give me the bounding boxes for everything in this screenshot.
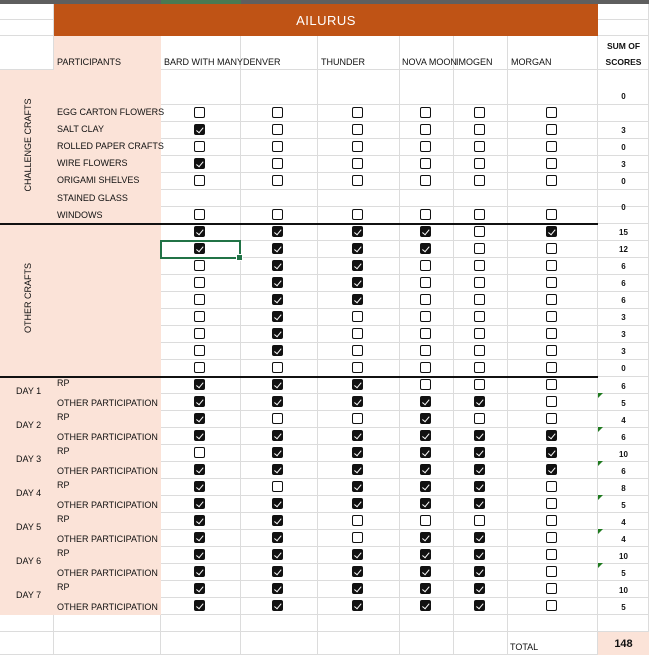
grid-cell[interactable] — [241, 70, 318, 105]
challenge-craft-label: SALT CLAY — [57, 124, 105, 134]
grid-cell[interactable] — [0, 615, 54, 632]
sum-value: 5 — [621, 501, 626, 510]
grid-cell[interactable] — [598, 105, 649, 122]
checkbox[interactable] — [194, 141, 205, 152]
checkbox[interactable] — [352, 430, 363, 441]
checkbox[interactable] — [272, 175, 283, 186]
checkbox[interactable] — [352, 209, 363, 220]
sum-value: 0 — [621, 203, 626, 212]
day-label: DAY 4 — [16, 488, 42, 498]
checkbox[interactable] — [474, 447, 485, 458]
checkbox[interactable] — [272, 379, 283, 390]
checkbox[interactable] — [420, 158, 431, 169]
checkbox[interactable] — [474, 362, 485, 373]
checkbox[interactable] — [272, 549, 283, 560]
checkbox[interactable] — [420, 396, 431, 407]
checkbox[interactable] — [272, 124, 283, 135]
grid-cell[interactable] — [400, 632, 454, 655]
grid-cell[interactable] — [318, 615, 400, 632]
checkbox[interactable] — [194, 328, 205, 339]
checkbox[interactable] — [194, 294, 205, 305]
checkbox[interactable] — [194, 549, 205, 560]
checkbox[interactable] — [420, 447, 431, 458]
day-row-label: RP — [57, 514, 70, 524]
grid-cell[interactable] — [508, 190, 598, 207]
checkbox[interactable] — [194, 209, 205, 220]
day-row-label: RP — [57, 480, 70, 490]
checkbox[interactable] — [194, 515, 205, 526]
checkbox[interactable] — [272, 141, 283, 152]
checkbox[interactable] — [546, 328, 557, 339]
sum-value: 3 — [621, 330, 626, 339]
checkbox[interactable] — [352, 124, 363, 135]
checkbox[interactable] — [352, 175, 363, 186]
grid-cell[interactable] — [54, 615, 161, 632]
checkbox[interactable] — [194, 175, 205, 186]
checkbox[interactable] — [272, 260, 283, 271]
checkbox[interactable] — [352, 515, 363, 526]
selected-cell[interactable] — [160, 240, 241, 259]
grid-cell[interactable] — [400, 190, 454, 207]
section-label-challenge-crafts: CHALLENGE CRAFTS — [23, 98, 33, 192]
checkbox[interactable] — [546, 464, 557, 475]
checkbox[interactable] — [474, 532, 485, 543]
checkbox[interactable] — [272, 396, 283, 407]
day-row-label: OTHER PARTICIPATION — [57, 602, 158, 612]
sheet-title: AILURUS — [54, 4, 598, 36]
grid-cell[interactable] — [400, 615, 454, 632]
checkbox[interactable] — [420, 141, 431, 152]
grid-cell[interactable] — [508, 615, 598, 632]
checkbox[interactable] — [546, 294, 557, 305]
checkbox[interactable] — [352, 328, 363, 339]
grid-cell[interactable] — [598, 615, 649, 632]
checkbox[interactable] — [272, 413, 283, 424]
day-row-label: OTHER PARTICIPATION — [57, 500, 158, 510]
challenge-craft-label: STAINED GLASS — [57, 193, 128, 203]
checkbox[interactable] — [474, 549, 485, 560]
checkbox[interactable] — [420, 583, 431, 594]
checkbox[interactable] — [194, 532, 205, 543]
checkbox[interactable] — [474, 107, 485, 118]
grid-cell[interactable] — [454, 190, 508, 207]
checkbox[interactable] — [474, 379, 485, 390]
participant-header: DENVER — [243, 57, 281, 67]
checkbox[interactable] — [420, 549, 431, 560]
checkbox[interactable] — [272, 532, 283, 543]
grid-cell[interactable] — [454, 632, 508, 655]
checkbox[interactable] — [546, 583, 557, 594]
sum-value: 4 — [621, 518, 626, 527]
checkbox[interactable] — [352, 532, 363, 543]
checkbox[interactable] — [194, 583, 205, 594]
sum-value: 10 — [619, 586, 628, 595]
sum-value: 6 — [621, 467, 626, 476]
checkbox[interactable] — [352, 141, 363, 152]
checkbox[interactable] — [474, 600, 485, 611]
checkbox[interactable] — [194, 158, 205, 169]
checkbox[interactable] — [352, 600, 363, 611]
checkbox[interactable] — [474, 481, 485, 492]
checkbox[interactable] — [352, 260, 363, 271]
checkbox[interactable] — [352, 362, 363, 373]
checkbox[interactable] — [194, 447, 205, 458]
sum-value: 6 — [621, 296, 626, 305]
grid-cell[interactable] — [241, 615, 318, 632]
checkbox[interactable] — [546, 396, 557, 407]
checkbox[interactable] — [546, 498, 557, 509]
checkbox[interactable] — [546, 277, 557, 288]
checkbox[interactable] — [272, 447, 283, 458]
checkbox[interactable] — [272, 243, 283, 254]
sum-value: 0 — [621, 177, 626, 186]
checkbox[interactable] — [474, 260, 485, 271]
checkbox[interactable] — [352, 158, 363, 169]
checkbox[interactable] — [546, 243, 557, 254]
day-row-label: OTHER PARTICIPATION — [57, 466, 158, 476]
challenge-craft-label: ROLLED PAPER CRAFTS — [57, 141, 164, 151]
checkbox[interactable] — [420, 498, 431, 509]
sum-value: 4 — [621, 535, 626, 544]
grid-cell[interactable] — [318, 632, 400, 655]
checkbox[interactable] — [474, 328, 485, 339]
checkbox[interactable] — [352, 277, 363, 288]
challenge-craft-label: WIRE FLOWERS — [57, 158, 128, 168]
checkbox[interactable] — [546, 413, 557, 424]
sum-value: 5 — [621, 569, 626, 578]
day-row-label: RP — [57, 548, 70, 558]
checkbox[interactable] — [420, 430, 431, 441]
day-label: DAY 7 — [16, 590, 42, 600]
grid-cell[interactable] — [598, 20, 649, 36]
checkbox[interactable] — [546, 379, 557, 390]
comment-indicator-icon — [598, 461, 603, 466]
comment-indicator-icon — [598, 393, 603, 398]
checkbox[interactable] — [420, 311, 431, 322]
day-label: DAY 1 — [16, 386, 42, 396]
checkbox[interactable] — [474, 498, 485, 509]
participants-header: PARTICIPANTS — [57, 57, 122, 67]
participant-header: MORGAN — [511, 57, 552, 67]
checkbox[interactable] — [546, 515, 557, 526]
day-label: DAY 2 — [16, 420, 42, 430]
checkbox[interactable] — [546, 362, 557, 373]
checkbox[interactable] — [352, 413, 363, 424]
checkbox[interactable] — [546, 175, 557, 186]
checkbox[interactable] — [474, 515, 485, 526]
checkbox[interactable] — [474, 345, 485, 356]
day-row-label: RP — [57, 378, 70, 388]
checkbox[interactable] — [194, 107, 205, 118]
checkbox[interactable] — [474, 124, 485, 135]
sum-value: 8 — [621, 484, 626, 493]
checkbox[interactable] — [420, 464, 431, 475]
grid-cell[interactable] — [508, 70, 598, 105]
checkbox[interactable] — [474, 396, 485, 407]
checkbox[interactable] — [420, 243, 431, 254]
day-row-label: OTHER PARTICIPATION — [57, 398, 158, 408]
grid-cell[interactable] — [0, 20, 54, 36]
checkbox[interactable] — [474, 158, 485, 169]
checkbox[interactable] — [352, 311, 363, 322]
checkbox[interactable] — [272, 107, 283, 118]
checkbox[interactable] — [194, 498, 205, 509]
checkbox[interactable] — [194, 464, 205, 475]
day-row-label: OTHER PARTICIPATION — [57, 568, 158, 578]
checkbox[interactable] — [420, 345, 431, 356]
checkbox[interactable] — [194, 481, 205, 492]
grid-cell[interactable] — [318, 70, 400, 105]
checkbox[interactable] — [194, 600, 205, 611]
checkbox[interactable] — [194, 277, 205, 288]
participant-header: NOVA MOON — [402, 57, 457, 67]
checkbox[interactable] — [194, 379, 205, 390]
checkbox[interactable] — [194, 311, 205, 322]
day-row-label: RP — [57, 446, 70, 456]
checkbox[interactable] — [546, 447, 557, 458]
grid-cell[interactable] — [161, 70, 241, 105]
checkbox[interactable] — [546, 481, 557, 492]
checkbox[interactable] — [546, 124, 557, 135]
checkbox[interactable] — [272, 481, 283, 492]
checkbox[interactable] — [420, 413, 431, 424]
section-label-other-crafts: OTHER CRAFTS — [23, 263, 33, 334]
checkbox[interactable] — [272, 430, 283, 441]
sum-value: 0 — [621, 143, 626, 152]
grid-cell[interactable] — [0, 632, 54, 655]
checkbox[interactable] — [352, 379, 363, 390]
total-label: TOTAL — [510, 642, 539, 652]
checkbox[interactable] — [420, 566, 431, 577]
sum-value: 10 — [619, 552, 628, 561]
grid-cell[interactable] — [54, 632, 161, 655]
checkbox[interactable] — [546, 311, 557, 322]
checkbox[interactable] — [194, 362, 205, 373]
checkbox[interactable] — [420, 362, 431, 373]
checkbox[interactable] — [352, 481, 363, 492]
grid-cell[interactable] — [161, 632, 241, 655]
checkbox[interactable] — [194, 226, 205, 237]
grid-cell[interactable] — [400, 70, 454, 105]
checkbox[interactable] — [420, 481, 431, 492]
checkbox[interactable] — [546, 549, 557, 560]
checkbox[interactable] — [474, 430, 485, 441]
grid-cell[interactable] — [0, 36, 54, 70]
checkbox[interactable] — [352, 549, 363, 560]
checkbox[interactable] — [194, 396, 205, 407]
checkbox[interactable] — [474, 226, 485, 237]
sum-of-scores-header: SUM OF SCORES — [605, 41, 642, 67]
checkbox[interactable] — [352, 464, 363, 475]
checkbox[interactable] — [546, 107, 557, 118]
checkbox[interactable] — [272, 294, 283, 305]
checkbox[interactable] — [352, 107, 363, 118]
checkbox[interactable] — [272, 226, 283, 237]
grid-cell[interactable] — [241, 632, 318, 655]
checkbox[interactable] — [352, 226, 363, 237]
checkbox[interactable] — [194, 260, 205, 271]
checkbox[interactable] — [272, 566, 283, 577]
checkbox[interactable] — [420, 600, 431, 611]
checkbox[interactable] — [420, 328, 431, 339]
checkbox[interactable] — [194, 566, 205, 577]
grid-cell[interactable] — [161, 615, 241, 632]
checkbox[interactable] — [420, 260, 431, 271]
checkbox[interactable] — [474, 175, 485, 186]
checkbox[interactable] — [352, 583, 363, 594]
checkbox[interactable] — [474, 566, 485, 577]
checkbox[interactable] — [352, 447, 363, 458]
sum-value: 6 — [621, 433, 626, 442]
checkbox[interactable] — [420, 175, 431, 186]
checkbox[interactable] — [474, 583, 485, 594]
sum-value: 5 — [621, 399, 626, 408]
sum-value: 6 — [621, 279, 626, 288]
comment-indicator-icon — [598, 427, 603, 432]
participant-header: THUNDER — [321, 57, 365, 67]
checkbox[interactable] — [546, 260, 557, 271]
sum-value: 0 — [621, 92, 626, 101]
checkbox[interactable] — [474, 209, 485, 220]
checkbox[interactable] — [272, 515, 283, 526]
sum-value: 6 — [621, 382, 626, 391]
checkbox[interactable] — [546, 566, 557, 577]
grid-cell[interactable] — [241, 190, 318, 207]
checkbox[interactable] — [546, 209, 557, 220]
sum-value: 10 — [619, 450, 628, 459]
checkbox[interactable] — [546, 532, 557, 543]
grid-cell[interactable] — [454, 615, 508, 632]
checkbox[interactable] — [474, 277, 485, 288]
checkbox[interactable] — [546, 430, 557, 441]
comment-indicator-icon — [598, 563, 603, 568]
checkbox[interactable] — [474, 413, 485, 424]
sum-value: 3 — [621, 313, 626, 322]
checkbox[interactable] — [352, 243, 363, 254]
checkbox[interactable] — [546, 226, 557, 237]
checkbox[interactable] — [420, 226, 431, 237]
checkbox[interactable] — [546, 345, 557, 356]
checkbox[interactable] — [352, 345, 363, 356]
checkbox[interactable] — [474, 311, 485, 322]
checkbox[interactable] — [352, 566, 363, 577]
checkbox[interactable] — [474, 464, 485, 475]
grid-cell[interactable] — [161, 190, 241, 207]
checkbox[interactable] — [272, 158, 283, 169]
checkbox[interactable] — [420, 294, 431, 305]
checkbox[interactable] — [272, 464, 283, 475]
checkbox[interactable] — [546, 158, 557, 169]
checkbox[interactable] — [474, 141, 485, 152]
grid-cell[interactable] — [598, 4, 649, 20]
checkbox[interactable] — [272, 600, 283, 611]
sum-value: 0 — [621, 364, 626, 373]
section-divider — [0, 376, 598, 378]
checkbox[interactable] — [352, 294, 363, 305]
total-value: 148 — [598, 632, 649, 655]
section-divider — [0, 223, 598, 225]
sum-value: 3 — [621, 347, 626, 356]
checkbox[interactable] — [546, 141, 557, 152]
checkbox[interactable] — [194, 345, 205, 356]
grid-cell[interactable] — [318, 190, 400, 207]
challenge-craft-label-cont: WINDOWS — [57, 210, 103, 220]
day-label: DAY 5 — [16, 522, 42, 532]
checkbox[interactable] — [272, 345, 283, 356]
day-label: DAY 3 — [16, 454, 42, 464]
checkbox[interactable] — [420, 277, 431, 288]
checkbox[interactable] — [272, 362, 283, 373]
day-row-label: RP — [57, 582, 70, 592]
sum-value: 12 — [619, 245, 628, 254]
day-row-label: RP — [57, 412, 70, 422]
sum-value: 3 — [621, 126, 626, 135]
sum-value: 15 — [619, 228, 628, 237]
day-label: DAY 6 — [16, 556, 42, 566]
sum-value: 4 — [621, 416, 626, 425]
checkbox[interactable] — [420, 532, 431, 543]
challenge-craft-label: ORIGAMI SHELVES — [57, 175, 140, 185]
challenge-craft-label: EGG CARTON FLOWERS — [57, 107, 165, 117]
checkbox[interactable] — [272, 328, 283, 339]
checkbox[interactable] — [474, 243, 485, 254]
grid-cell[interactable] — [0, 4, 54, 20]
participant-header: IMOGEN — [456, 57, 493, 67]
checkbox[interactable] — [474, 294, 485, 305]
sum-value: 5 — [621, 603, 626, 612]
checkbox[interactable] — [546, 600, 557, 611]
day-row-label: OTHER PARTICIPATION — [57, 534, 158, 544]
checkbox[interactable] — [194, 413, 205, 424]
grid-cell[interactable] — [454, 70, 508, 105]
checkbox[interactable] — [272, 311, 283, 322]
checkbox[interactable] — [194, 430, 205, 441]
checkbox[interactable] — [420, 379, 431, 390]
sum-value: 6 — [621, 262, 626, 271]
checkbox[interactable] — [272, 498, 283, 509]
comment-indicator-icon — [598, 529, 603, 534]
checkbox[interactable] — [272, 583, 283, 594]
checkbox[interactable] — [272, 209, 283, 220]
checkbox[interactable] — [352, 396, 363, 407]
comment-indicator-icon — [598, 495, 603, 500]
checkbox[interactable] — [352, 498, 363, 509]
checkbox[interactable] — [420, 124, 431, 135]
checkbox[interactable] — [194, 124, 205, 135]
day-row-label: OTHER PARTICIPATION — [57, 432, 158, 442]
checkbox[interactable] — [420, 515, 431, 526]
checkbox[interactable] — [420, 209, 431, 220]
checkbox[interactable] — [420, 107, 431, 118]
sum-value: 3 — [621, 160, 626, 169]
checkbox[interactable] — [272, 277, 283, 288]
participant-header: BARD WITH MANY — [164, 57, 244, 67]
